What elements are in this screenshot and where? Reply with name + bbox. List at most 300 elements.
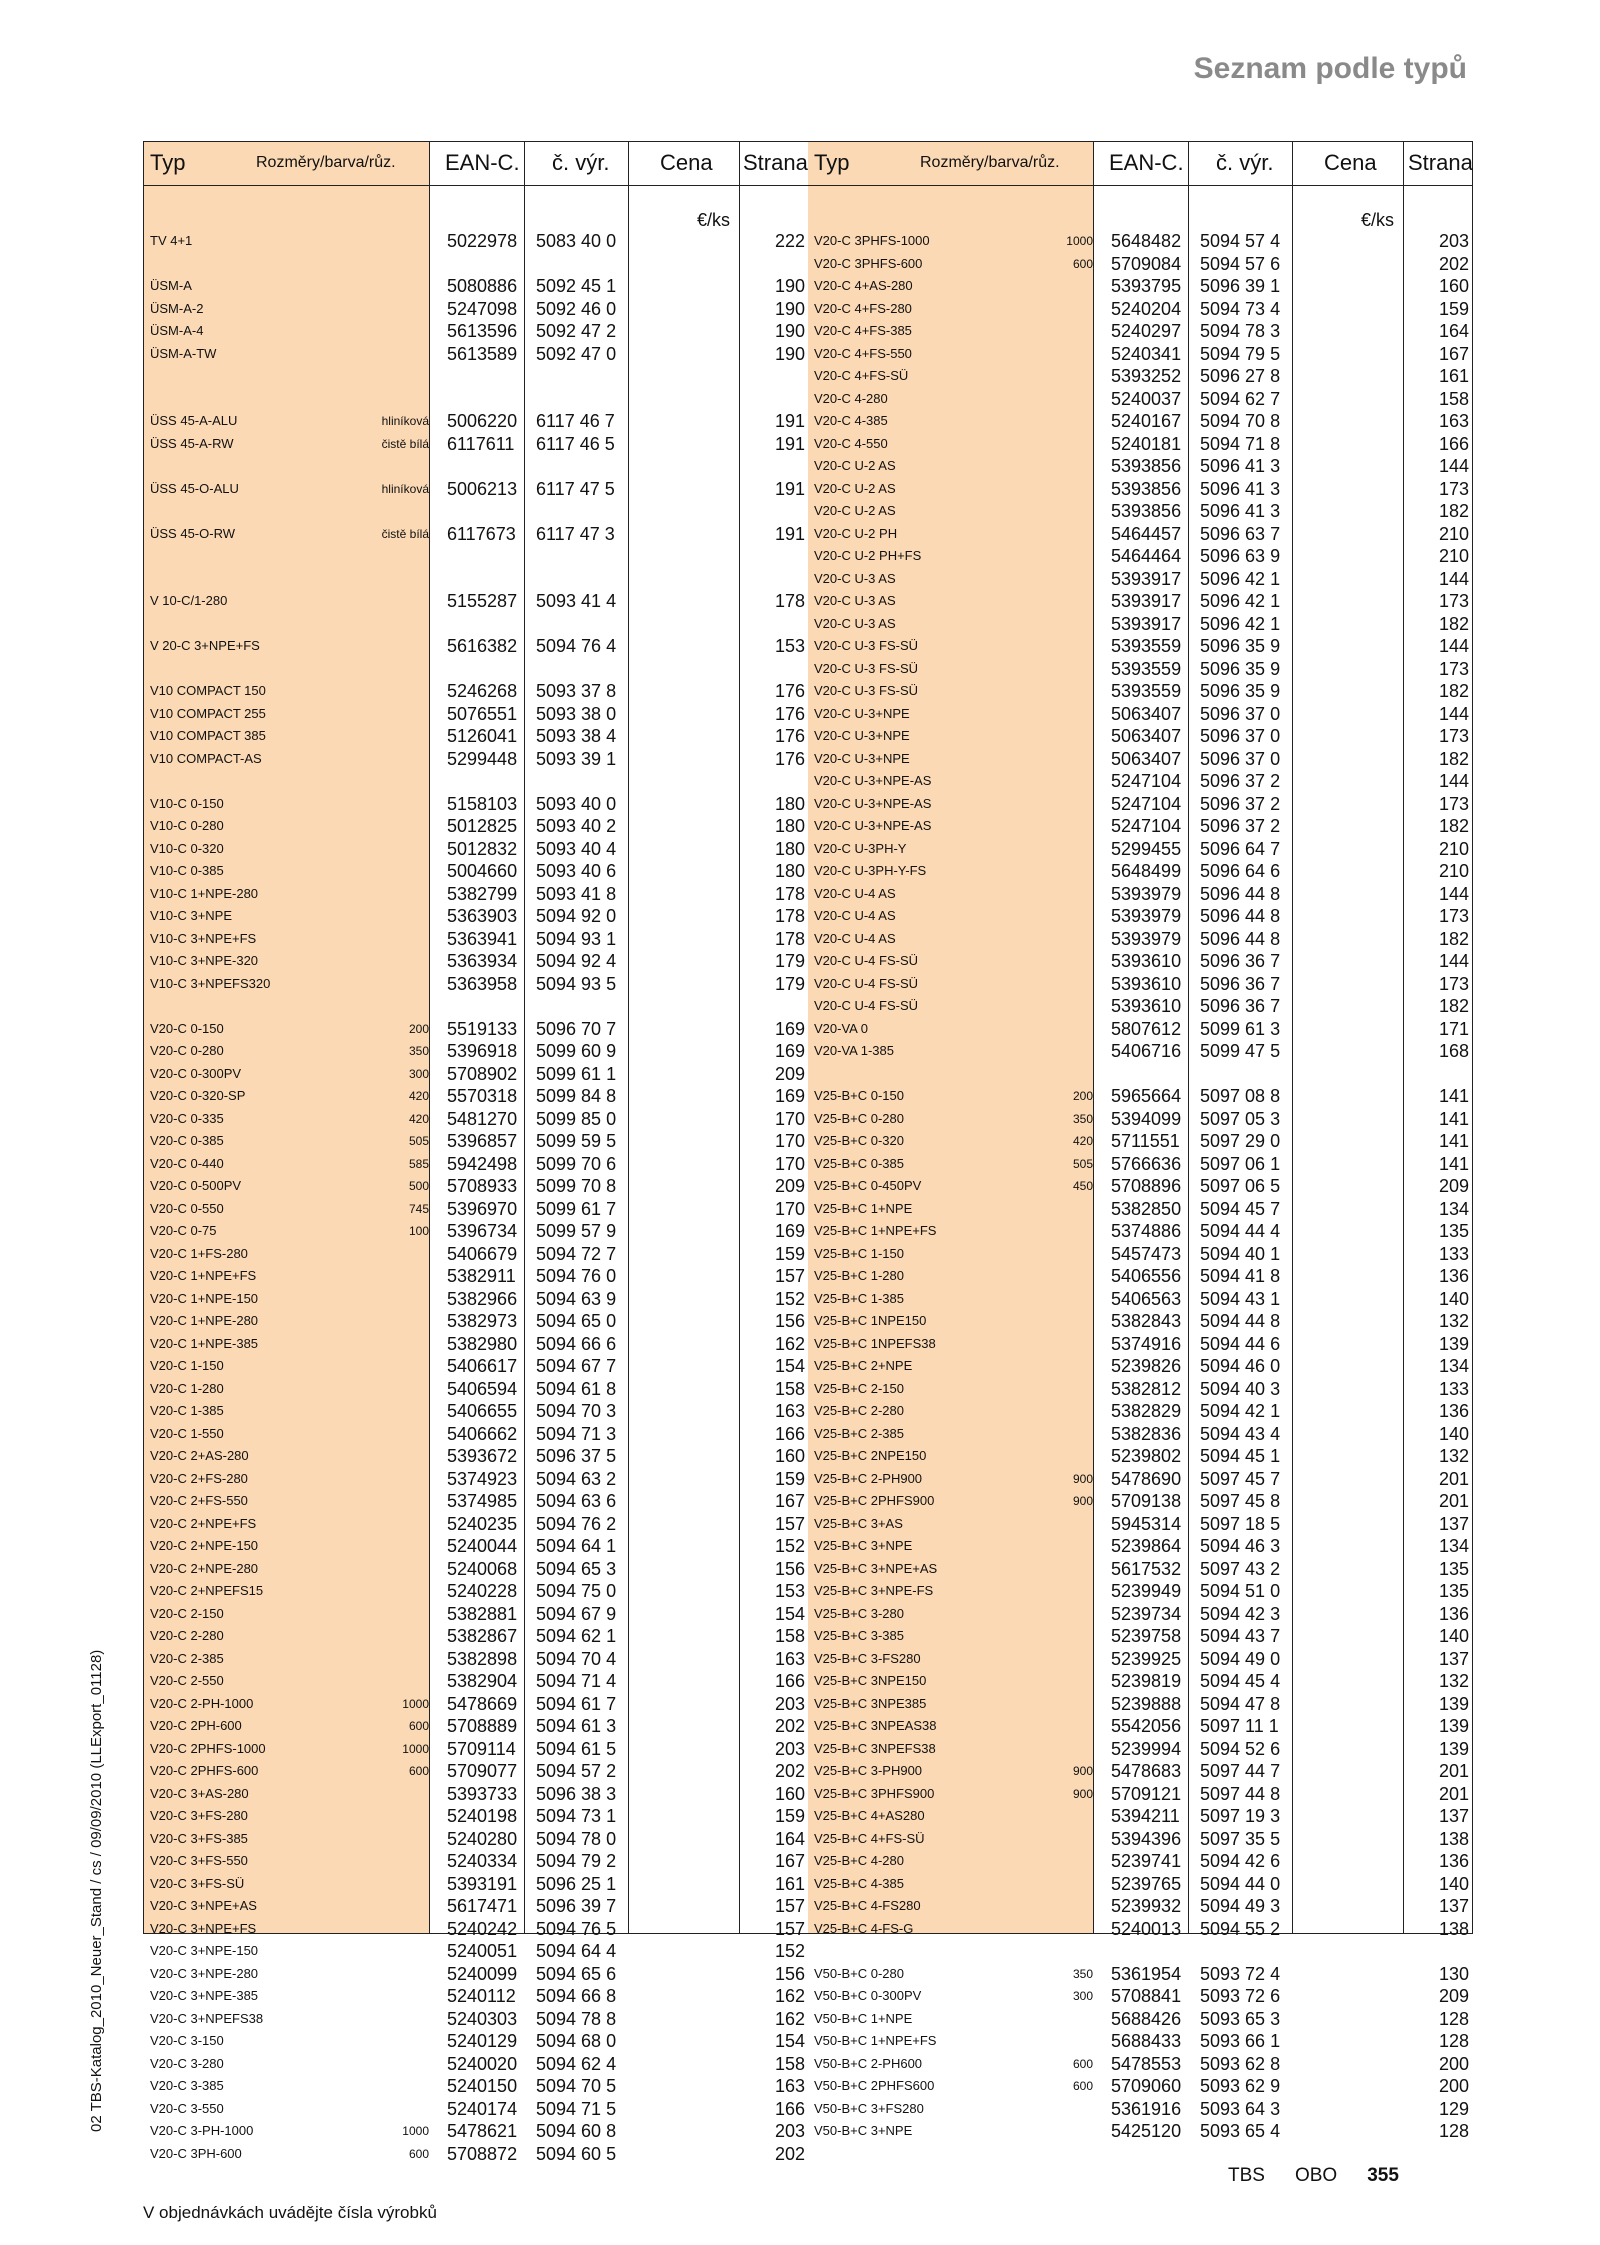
row-page: 170 bbox=[774, 1108, 805, 1129]
row-ean: 5240044 bbox=[447, 1536, 518, 1556]
row-article-number: 5096 27 8 bbox=[1200, 366, 1281, 386]
row-type: V20-C 4+FS-280 bbox=[814, 300, 912, 316]
row-type: V20-C 3+NPE-280 bbox=[150, 1965, 259, 1981]
row-ean: 5063407 bbox=[1111, 748, 1182, 769]
table-row bbox=[144, 860, 809, 883]
row-article-number: 5094 40 3 bbox=[1200, 1378, 1281, 1399]
row-type: V50-B+C 1+NPE+FS bbox=[814, 2033, 937, 2048]
row-ean: 5382850 bbox=[1111, 1198, 1182, 1219]
row-type: V25-B+C 0-280 bbox=[814, 1110, 904, 1126]
row-type: V10-C 3+NPE-320 bbox=[150, 953, 259, 968]
row-ean: 5478621 bbox=[447, 2121, 518, 2141]
table-row bbox=[144, 2008, 809, 2031]
row-page: 157 bbox=[774, 1266, 805, 1286]
row-article-number: 5094 51 0 bbox=[1200, 1581, 1281, 1601]
row-article-number: 5094 61 3 bbox=[536, 1716, 617, 1736]
row-dimension: 900 bbox=[1072, 1786, 1093, 1801]
row-article-number: 5094 47 8 bbox=[1200, 1693, 1281, 1714]
row-page: 164 bbox=[774, 1828, 805, 1849]
table-row bbox=[808, 1603, 1473, 1626]
row-ean: 5363903 bbox=[447, 906, 518, 926]
table-row bbox=[144, 1153, 809, 1176]
row-ean: 5240167 bbox=[1111, 411, 1182, 431]
row-article-number: 5094 93 1 bbox=[536, 928, 617, 949]
table-row bbox=[144, 523, 809, 546]
row-article-number: 5094 65 0 bbox=[536, 1311, 617, 1331]
row-ean: 5709114 bbox=[447, 1738, 516, 1759]
table-row bbox=[144, 1918, 809, 1941]
row-article-number: 5096 37 2 bbox=[1200, 771, 1281, 791]
row-page: 132 bbox=[1438, 1671, 1469, 1691]
row-type: V20-C 3+FS-SÜ bbox=[150, 1875, 245, 1891]
table-row bbox=[808, 995, 1473, 1018]
row-type: V50-B+C 3+NPE bbox=[814, 2123, 913, 2138]
row-ean: 5374886 bbox=[1111, 1221, 1182, 1241]
row-page: 130 bbox=[1438, 1963, 1469, 1984]
order-note: V objednávkách uvádějte čísla výrobků bbox=[143, 2203, 437, 2222]
row-type: V20-C 3+AS-280 bbox=[150, 1785, 249, 1801]
row-type: V20-C 0-335 bbox=[150, 1110, 224, 1126]
row-type: V25-B+C 4-FS-G bbox=[814, 1920, 914, 1936]
table-row bbox=[808, 793, 1473, 816]
header-divider bbox=[808, 185, 1473, 186]
row-article-number: 5096 35 9 bbox=[1200, 636, 1281, 656]
row-article-number: 5093 62 9 bbox=[1200, 2076, 1281, 2096]
row-type: V25-B+C 3-385 bbox=[814, 1628, 904, 1643]
row-article-number: 5096 37 2 bbox=[1200, 816, 1281, 836]
row-page: 173 bbox=[1438, 906, 1469, 926]
row-page: 178 bbox=[774, 906, 805, 926]
row-dimension: 505 bbox=[1072, 1156, 1093, 1171]
row-article-number: 5092 45 1 bbox=[536, 276, 617, 296]
table-row bbox=[808, 860, 1473, 883]
row-type: V20-C 0-500PV bbox=[150, 1178, 242, 1193]
row-article-number: 5097 29 0 bbox=[1200, 1131, 1281, 1151]
row-article-number: 5099 47 5 bbox=[1200, 1041, 1281, 1061]
row-ean: 5158103 bbox=[447, 793, 518, 814]
table-row bbox=[808, 1850, 1473, 1873]
table-row bbox=[808, 1333, 1473, 1356]
row-page: 190 bbox=[774, 343, 805, 364]
row-ean: 5478683 bbox=[1111, 1761, 1182, 1781]
row-type: V20-C 3PHFS-600 bbox=[814, 255, 923, 271]
row-article-number: 5099 61 3 bbox=[1200, 1018, 1281, 1039]
row-page: 190 bbox=[774, 321, 805, 341]
row-dimension: 450 bbox=[1072, 1179, 1093, 1193]
row-article-number: 5094 42 6 bbox=[1200, 1851, 1281, 1871]
row-article-number: 5093 39 1 bbox=[536, 748, 617, 769]
row-page: 176 bbox=[774, 748, 805, 769]
row-article-number: 5094 62 7 bbox=[1200, 388, 1281, 409]
row-type: V20-C 3PH-600 bbox=[150, 2145, 242, 2161]
table-row bbox=[808, 1040, 1473, 1063]
row-page: 128 bbox=[1438, 2121, 1469, 2141]
row-type: V20-C 3+NPE-150 bbox=[150, 1943, 259, 1958]
row-article-number: 5094 76 2 bbox=[536, 1513, 617, 1534]
row-ean: 5393733 bbox=[447, 1783, 518, 1804]
table-row bbox=[144, 1963, 809, 1986]
row-page: 173 bbox=[1438, 726, 1469, 746]
table-row bbox=[144, 973, 809, 996]
row-article-number: 5094 92 0 bbox=[536, 906, 617, 926]
row-article-number: 5094 46 3 bbox=[1200, 1536, 1281, 1556]
row-page: 190 bbox=[774, 276, 805, 296]
row-type: V25-B+C 3-PH900 bbox=[814, 1763, 923, 1778]
table-row bbox=[144, 1423, 809, 1446]
row-article-number: 5094 63 6 bbox=[536, 1491, 617, 1511]
row-article-number: 5093 62 8 bbox=[1200, 2053, 1281, 2074]
row-page: 168 bbox=[1438, 1041, 1469, 1061]
row-page: 173 bbox=[1438, 658, 1469, 679]
row-ean: 5478690 bbox=[1111, 1468, 1182, 1489]
row-page: 160 bbox=[1438, 276, 1469, 296]
row-ean: 5393979 bbox=[1111, 928, 1182, 949]
row-ean: 5709121 bbox=[1111, 1783, 1182, 1804]
row-page: 209 bbox=[774, 1063, 805, 1084]
row-article-number: 5094 71 8 bbox=[1200, 433, 1281, 454]
row-type: V10-C 0-280 bbox=[150, 818, 224, 833]
row-page: 167 bbox=[774, 1491, 805, 1511]
row-article-number: 5094 76 5 bbox=[536, 1918, 617, 1939]
row-ean: 6117673 bbox=[447, 523, 516, 544]
header-strana: Strana bbox=[1408, 150, 1473, 175]
table-row bbox=[144, 1468, 809, 1491]
table-row bbox=[808, 770, 1473, 793]
table-row bbox=[808, 1580, 1473, 1603]
row-article-number: 5094 60 8 bbox=[536, 2121, 617, 2141]
row-ean: 5240297 bbox=[1111, 321, 1182, 341]
row-article-number: 5093 38 4 bbox=[536, 726, 617, 746]
table-row bbox=[808, 433, 1473, 456]
row-type: V20-C U-3 FS-SÜ bbox=[814, 638, 919, 653]
row-type: V20-C 2-PH-1000 bbox=[150, 1695, 254, 1711]
row-page: 179 bbox=[774, 951, 805, 971]
row-article-number: 5093 72 6 bbox=[1200, 1986, 1281, 2006]
row-page: 182 bbox=[1438, 996, 1469, 1016]
row-article-number: 5094 45 7 bbox=[1200, 1198, 1281, 1219]
table-row bbox=[808, 410, 1473, 433]
row-ean: 5396857 bbox=[447, 1131, 518, 1151]
table-row bbox=[808, 1873, 1473, 1896]
row-page: 140 bbox=[1438, 1288, 1469, 1309]
row-page: 180 bbox=[774, 861, 805, 881]
row-type: V20-C 2PH-600 bbox=[150, 1718, 242, 1733]
row-page: 167 bbox=[774, 1851, 805, 1871]
row-ean: 5374985 bbox=[447, 1491, 518, 1511]
row-type: V20-C 0-550 bbox=[150, 1200, 224, 1216]
row-article-number: 5094 52 6 bbox=[1200, 1738, 1281, 1759]
row-page: 202 bbox=[774, 2143, 805, 2164]
table-row bbox=[808, 1288, 1473, 1311]
row-article-number: 5094 78 3 bbox=[1200, 321, 1281, 341]
table-row bbox=[808, 1670, 1473, 1693]
table-row bbox=[808, 2098, 1473, 2121]
row-type: V20-C U-3PH-Y-FS bbox=[814, 863, 927, 878]
row-ean: 5363934 bbox=[447, 951, 518, 971]
row-type: V25-B+C 2-280 bbox=[814, 1403, 904, 1418]
table-row bbox=[808, 1423, 1473, 1446]
row-ean: 5393672 bbox=[447, 1446, 518, 1466]
row-article-number: 5093 65 3 bbox=[1200, 2008, 1281, 2029]
row-page: 152 bbox=[774, 1941, 805, 1961]
row-ean: 5240204 bbox=[1111, 298, 1182, 319]
row-page: 191 bbox=[774, 411, 805, 431]
row-page: 178 bbox=[774, 591, 805, 611]
table-row bbox=[808, 1220, 1473, 1243]
row-article-number: 5094 62 1 bbox=[536, 1626, 617, 1646]
table-row bbox=[144, 635, 809, 658]
table-row bbox=[808, 1760, 1473, 1783]
row-article-number: 5093 66 1 bbox=[1200, 2031, 1281, 2051]
row-dimension: 350 bbox=[1072, 1111, 1093, 1126]
table-row bbox=[144, 1805, 809, 1828]
row-article-number: 5093 41 4 bbox=[536, 591, 617, 611]
row-article-number: 5094 66 6 bbox=[536, 1333, 617, 1354]
table-row bbox=[808, 1085, 1473, 1108]
row-ean: 5006213 bbox=[447, 478, 518, 499]
row-page: 182 bbox=[1438, 816, 1469, 836]
row-ean: 5239949 bbox=[1111, 1581, 1182, 1601]
table-row bbox=[808, 275, 1473, 298]
table-row bbox=[144, 1085, 809, 1108]
row-type: V25-B+C 4+AS280 bbox=[814, 1808, 925, 1823]
row-article-number: 5094 67 7 bbox=[536, 1356, 617, 1376]
row-ean: 5393610 bbox=[1111, 973, 1182, 994]
row-ean: 5393856 bbox=[1111, 501, 1182, 521]
row-article-number: 5094 62 4 bbox=[536, 2053, 617, 2074]
row-type: ÜSM-A-4 bbox=[150, 323, 204, 338]
row-type: V25-B+C 2-385 bbox=[814, 1425, 904, 1441]
row-article-number: 5094 61 7 bbox=[536, 1693, 617, 1714]
table-row bbox=[144, 1828, 809, 1851]
row-article-number: 5097 35 5 bbox=[1200, 1828, 1281, 1849]
row-ean: 5394396 bbox=[1111, 1828, 1182, 1849]
row-page: 152 bbox=[774, 1536, 805, 1556]
row-ean: 6117611 bbox=[447, 433, 515, 454]
row-ean: 5239925 bbox=[1111, 1648, 1182, 1669]
row-page: 202 bbox=[1438, 253, 1469, 274]
table-row bbox=[808, 1940, 1473, 1963]
row-ean: 5382904 bbox=[447, 1671, 518, 1691]
row-article-number: 5093 64 3 bbox=[1200, 2098, 1281, 2119]
row-type: V20-C 2-550 bbox=[150, 1673, 224, 1688]
row-page: 154 bbox=[774, 1603, 805, 1624]
row-page: 179 bbox=[774, 973, 805, 994]
row-ean: 5393917 bbox=[1111, 568, 1182, 589]
row-type: V20-C 2+NPE+FS bbox=[150, 1515, 257, 1531]
row-type: ÜSM-A-TW bbox=[150, 345, 217, 361]
row-page: 169 bbox=[774, 1041, 805, 1061]
row-type: V20-C U-4 FS-SÜ bbox=[814, 998, 919, 1013]
row-type: V20-C 4-280 bbox=[814, 390, 888, 406]
row-article-number: 5094 73 1 bbox=[536, 1806, 617, 1826]
row-ean: 5613589 bbox=[447, 343, 518, 364]
row-article-number: 5094 65 6 bbox=[536, 1963, 617, 1984]
row-article-number: 5097 18 5 bbox=[1200, 1513, 1281, 1534]
row-article-number: 5097 45 7 bbox=[1200, 1468, 1281, 1489]
row-page: 144 bbox=[1438, 636, 1469, 656]
header-strana: Strana bbox=[743, 150, 808, 175]
row-ean: 5688433 bbox=[1111, 2031, 1182, 2051]
header-nr: č. výr. bbox=[552, 150, 610, 175]
row-type: V20-C U-4 FS-SÜ bbox=[814, 975, 919, 991]
row-type: V25-B+C 4+FS-SÜ bbox=[814, 1830, 925, 1846]
row-type: V25-B+C 2-PH900 bbox=[814, 1470, 923, 1486]
row-page: 166 bbox=[774, 1671, 805, 1691]
row-ean: 5240228 bbox=[447, 1581, 518, 1601]
table-row bbox=[144, 658, 809, 681]
table-row bbox=[808, 1805, 1473, 1828]
table-row bbox=[808, 1963, 1473, 1986]
row-ean: 5240198 bbox=[447, 1806, 518, 1826]
row-article-number: 5094 42 1 bbox=[1200, 1401, 1281, 1421]
table-row bbox=[144, 2098, 809, 2121]
row-ean: 5406556 bbox=[1111, 1266, 1182, 1286]
row-ean: 5393252 bbox=[1111, 366, 1182, 386]
table-row bbox=[808, 388, 1473, 411]
row-article-number: 6117 47 3 bbox=[536, 523, 615, 544]
row-page: 176 bbox=[774, 681, 805, 701]
row-page: 137 bbox=[1438, 1648, 1469, 1669]
row-ean: 5709084 bbox=[1111, 253, 1182, 274]
row-ean: 5542056 bbox=[1111, 1716, 1182, 1736]
row-dimension: 900 bbox=[1072, 1494, 1093, 1508]
row-page: 133 bbox=[1438, 1243, 1469, 1264]
row-page: 182 bbox=[1438, 681, 1469, 701]
table-row bbox=[144, 1558, 809, 1581]
row-type: V25-B+C 4-385 bbox=[814, 1875, 904, 1891]
row-ean: 5022978 bbox=[447, 231, 518, 251]
row-type: V 10-C/1-280 bbox=[150, 593, 228, 608]
row-type: V20-C 1-550 bbox=[150, 1425, 224, 1441]
row-page: 134 bbox=[1438, 1356, 1469, 1376]
row-ean: 5616382 bbox=[447, 636, 518, 656]
row-type: V25-B+C 3NPE385 bbox=[814, 1695, 927, 1711]
row-ean: 5425120 bbox=[1111, 2121, 1182, 2141]
row-type: V20-VA 0 bbox=[814, 1020, 868, 1036]
table-row bbox=[808, 1895, 1473, 1918]
row-type: V20-C 1+FS-280 bbox=[150, 1245, 248, 1261]
row-page: 159 bbox=[774, 1468, 805, 1489]
row-page: 190 bbox=[774, 298, 805, 319]
table-row bbox=[808, 2075, 1473, 2098]
table-row bbox=[144, 815, 809, 838]
row-ean: 5464464 bbox=[1111, 546, 1182, 566]
row-ean: 5240242 bbox=[447, 1918, 518, 1939]
row-article-number: 5094 93 5 bbox=[536, 973, 617, 994]
row-type: V20-C U-3 AS bbox=[814, 570, 896, 586]
row-page: 173 bbox=[1438, 591, 1469, 611]
row-article-number: 5094 66 8 bbox=[536, 1986, 617, 2006]
row-type: V20-C 4+FS-SÜ bbox=[814, 368, 909, 383]
row-article-number: 5094 57 4 bbox=[1200, 231, 1281, 251]
row-type: V10-C 3+NPE+FS bbox=[150, 930, 257, 946]
table-row bbox=[144, 1018, 809, 1041]
table-row bbox=[144, 1895, 809, 1918]
table-row bbox=[808, 725, 1473, 748]
row-type: ÜSS 45-A-RW bbox=[150, 435, 234, 451]
row-type: V20-C U-3 AS bbox=[814, 615, 896, 631]
row-page: 178 bbox=[774, 883, 805, 904]
table-row bbox=[144, 298, 809, 321]
row-article-number: 5096 44 8 bbox=[1200, 883, 1281, 904]
row-type: V20-C 4+AS-280 bbox=[814, 278, 913, 293]
row-article-number: 5096 37 5 bbox=[536, 1446, 617, 1466]
table-row bbox=[144, 2143, 809, 2166]
row-article-number: 5094 60 5 bbox=[536, 2143, 617, 2164]
row-type: V10 COMPACT 385 bbox=[150, 728, 266, 743]
row-page: 139 bbox=[1438, 1716, 1469, 1736]
row-article-number: 5096 42 1 bbox=[1200, 613, 1281, 634]
row-page: 182 bbox=[1438, 928, 1469, 949]
row-page: 134 bbox=[1438, 1198, 1469, 1219]
row-type: V20-C U-3+NPE-AS bbox=[814, 795, 932, 811]
table-row bbox=[144, 253, 809, 276]
row-article-number: 5097 06 1 bbox=[1200, 1153, 1281, 1174]
header-ean: EAN-C. bbox=[1109, 150, 1184, 175]
row-type: V20-C 0-440 bbox=[150, 1155, 224, 1171]
table-row bbox=[144, 1400, 809, 1423]
row-page: 144 bbox=[1438, 951, 1469, 971]
table-row bbox=[144, 2030, 809, 2053]
row-article-number: 5093 40 2 bbox=[536, 816, 617, 836]
row-type: V20-C 4+FS-385 bbox=[814, 323, 912, 338]
row-type: V25-B+C 3-FS280 bbox=[814, 1650, 921, 1666]
row-ean: 5382836 bbox=[1111, 1423, 1182, 1444]
row-page: 176 bbox=[774, 726, 805, 746]
row-page: 170 bbox=[774, 1198, 805, 1219]
row-page: 163 bbox=[1438, 411, 1469, 431]
row-ean: 5240037 bbox=[1111, 388, 1182, 409]
row-page: 209 bbox=[774, 1176, 805, 1196]
table-row bbox=[808, 1063, 1473, 1086]
row-ean: 5613596 bbox=[447, 321, 518, 341]
row-type: V 20-C 3+NPE+FS bbox=[150, 638, 260, 653]
table-row bbox=[808, 748, 1473, 771]
table-row bbox=[144, 545, 809, 568]
row-type: V20-C 2+NPEFS15 bbox=[150, 1583, 264, 1598]
row-article-number: 5096 63 9 bbox=[1200, 546, 1281, 566]
side-print-info: 02 TBS-Katalog_2010_Neuer_Stand / cs / 09/09/2010 (LLExport_01128) bbox=[88, 1649, 105, 2132]
row-ean: 5247104 bbox=[1111, 816, 1182, 836]
row-article-number: 5096 42 1 bbox=[1200, 591, 1281, 611]
row-article-number: 5094 72 7 bbox=[536, 1243, 617, 1264]
row-page: 166 bbox=[774, 2098, 805, 2119]
row-article-number: 5094 73 4 bbox=[1200, 298, 1281, 319]
row-ean: 5240235 bbox=[447, 1513, 518, 1534]
row-page: 161 bbox=[774, 1873, 805, 1894]
row-ean: 5239765 bbox=[1111, 1873, 1182, 1894]
row-ean: 5374916 bbox=[1111, 1333, 1182, 1354]
table-row bbox=[808, 883, 1473, 906]
table-row bbox=[144, 1783, 809, 1806]
row-ean: 5393979 bbox=[1111, 906, 1182, 926]
row-article-number: 5093 40 4 bbox=[536, 838, 617, 859]
row-article-number: 6117 46 7 bbox=[536, 411, 615, 431]
row-ean: 5239888 bbox=[1111, 1693, 1182, 1714]
row-type: V20-C 0-150 bbox=[150, 1020, 224, 1036]
row-page: 162 bbox=[774, 2008, 805, 2029]
row-article-number: 5097 44 7 bbox=[1200, 1761, 1281, 1781]
table-row bbox=[144, 1693, 809, 1716]
row-type: V20-C 2PHFS-1000 bbox=[150, 1740, 266, 1756]
row-page: 157 bbox=[774, 1896, 805, 1916]
row-article-number: 5094 61 5 bbox=[536, 1738, 617, 1759]
row-ean: 5006220 bbox=[447, 411, 518, 431]
row-ean: 5406594 bbox=[447, 1378, 518, 1399]
row-article-number: 5093 40 6 bbox=[536, 861, 617, 881]
row-article-number: 5094 70 4 bbox=[536, 1648, 617, 1669]
